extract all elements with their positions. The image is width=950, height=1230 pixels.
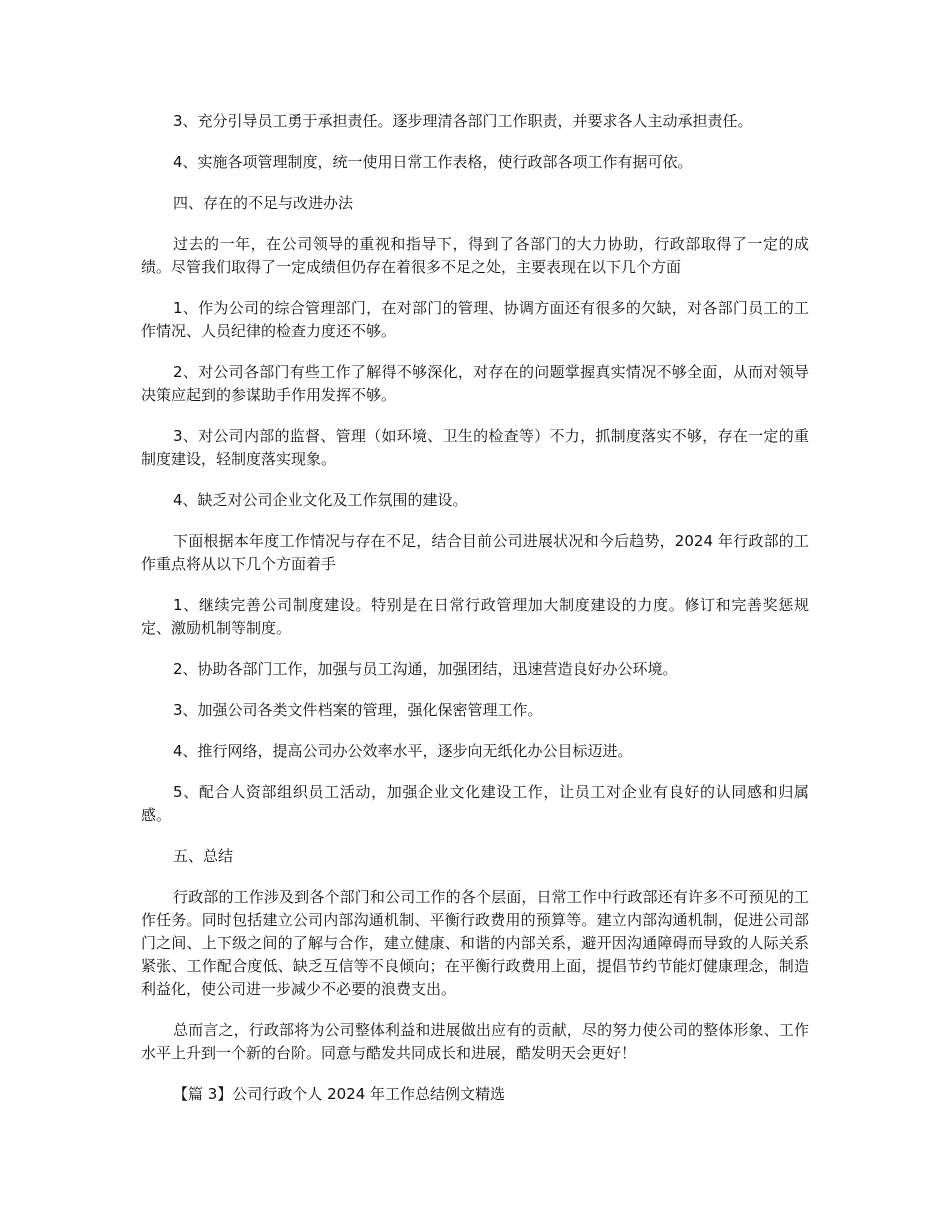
- paragraph-shortcoming-3: 3、对公司内部的监督、管理（如环境、卫生的检查等）不力，抓制度落实不够，存在一定的重制度建设，轻制度落实现象。: [141, 427, 809, 468]
- paragraph-plan-5: 5、配合人资部组织员工活动，加强企业文化建设工作，让员工对企业有良好的认同感和归属感。: [141, 783, 809, 824]
- paragraph-item-3-responsibility: 3、充分引导员工勇于承担责任。逐步理清各部门工作职责，并要求各人主动承担责任。: [173, 112, 753, 130]
- document-body: [141, 110, 809, 1124]
- paragraph-past-year: 过去的一年，在公司领导的重视和指导下，得到了各部门的大力协助，行政部取得了一定的成绩。尽管我们取得了一定成绩但仍存在着很多不足之处，主要表现在以下几个方面: [141, 235, 809, 276]
- paragraph-item-4-management-system: 4、实施各项管理制度，统一使用日常工作表格，使行政部各项工作有据可依。: [173, 153, 693, 171]
- paragraph-shortcoming-2: 2、对公司各部门有些工作了解得不够深化，对存在的问题掌握真实情况不够全面，从而对领导决策应起到的参谋助手作用发挥不够。: [141, 363, 809, 404]
- paragraph-summary-body: 行政部的工作涉及到各个部门和公司工作的各个层面，日常工作中行政部还有许多不可预见的工作任务。同时包括建立公司内部沟通机制、平衡行政费用的预算等。建立内部沟通机制，促进公司部门之间、上下级之间的了解与合作，建立健康、和谐的内部关系，避开因沟通障碍而导致的人际关系紧张、工作配合度低、缺乏互信等不良倾向；在平衡行政费用上面，提倡节约节能灯健康理念，制造利益化，使公司进一步减少不必要的浪费支出。: [141, 888, 809, 998]
- paragraph-plan-2: 2、协助各部门工作，加强与员工沟通，加强团结，迅速营造良好办公环境。: [173, 660, 678, 678]
- paragraph-shortcoming-4: 4、缺乏对公司企业文化及工作氛围的建设。: [173, 491, 468, 509]
- paragraph-next-year-intro: 下面根据本年度工作情况与存在不足，结合目前公司进展状况和今后趋势，2024 年行政部的工作重点将从以下几个方面着手: [141, 532, 809, 573]
- paragraph-plan-1: 1、继续完善公司制度建设。特别是在日常行政管理加大制度建设的力度。修订和完善奖惩规定、激励机制等制度。: [141, 596, 809, 637]
- article-title-part-3: 【篇 3】公司行政个人 2024 年工作总结例文精选: [173, 1085, 506, 1103]
- paragraph-plan-4: 4、推行网络，提高公司办公效率水平，逐步向无纸化办公目标迈进。: [173, 742, 633, 760]
- paragraph-shortcoming-1: 1、作为公司的综合管理部门，在对部门的管理、协调方面还有很多的欠缺，对各部门员工的工作情况、人员纪律的检查力度还不够。: [141, 299, 809, 340]
- section-heading-summary: 五、总结: [173, 847, 234, 865]
- section-heading-shortcomings: 四、存在的不足与改进办法: [173, 194, 354, 212]
- paragraph-plan-3: 3、加强公司各类文件档案的管理，强化保密管理工作。: [173, 701, 543, 719]
- paragraph-conclusion: 总而言之，行政部将为公司整体利益和进展做出应有的贡献，尽的努力使公司的整体形象、工作水平上升到一个新的台阶。同意与酷发共同成长和进展，酷发明天会更好！: [141, 1021, 809, 1062]
